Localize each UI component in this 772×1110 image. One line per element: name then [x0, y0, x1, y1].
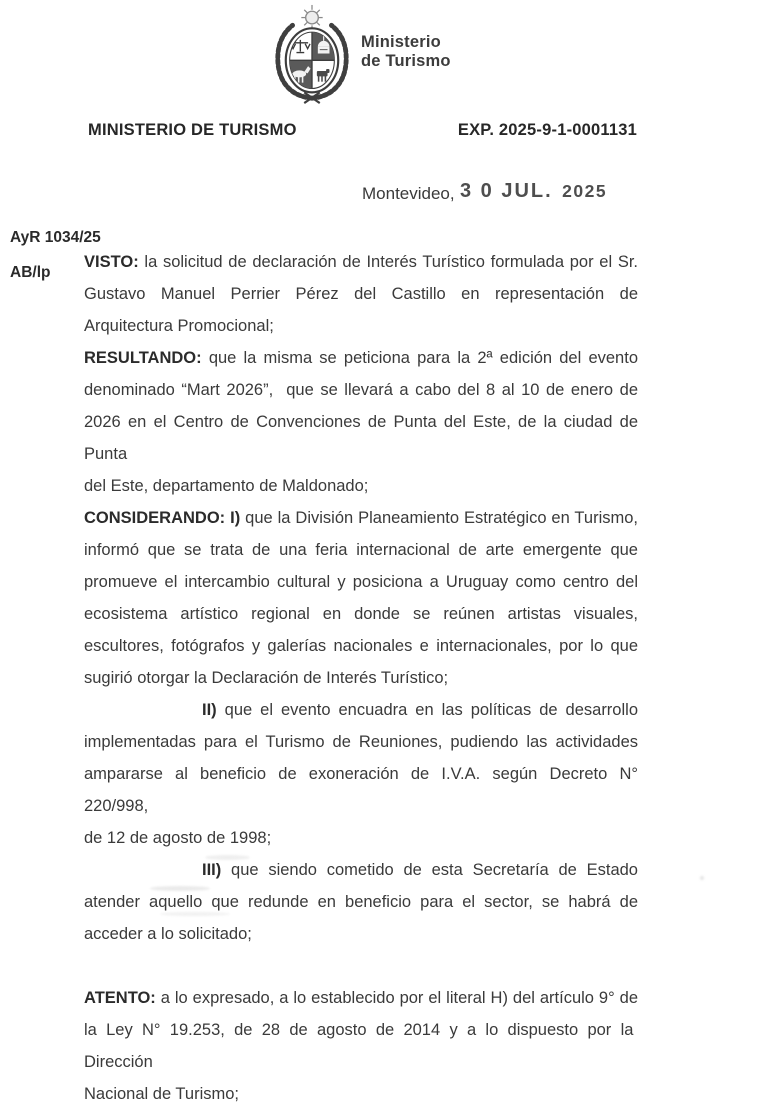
document-line [84, 662, 638, 694]
document-line-keyword: II) [202, 701, 217, 719]
document-line-text: que el evento encuadra en las políticas de desarrollo [216, 701, 638, 719]
document-line-text: que la División Planeamiento Estratégico en Turismo, [240, 509, 638, 527]
document-line [84, 822, 638, 854]
margin-initials: AB/lp [10, 264, 51, 281]
document-paragraph [84, 246, 638, 342]
document-line-text: denominado “Mart 2026”, que se llevará a cabo del 8 al 10 de enero de [84, 381, 638, 399]
document-line-text: del Este, departamento de Maldonado; [84, 477, 369, 495]
document-body [84, 246, 638, 1110]
document-line [84, 1014, 638, 1078]
scan-artifact [90, 482, 93, 485]
document-line-text: Gustavo Manuel Perrier Pérez del Castillo en representación de [84, 285, 638, 303]
document-line-text: la Ley N° 19.253, de 28 de agosto de 2014 y a lo dispuesto por la Dirección [84, 1021, 638, 1071]
document-line-text: 2026 en el Centro de Convenciones de Punta del Este, de la ciudad de Punta [84, 413, 638, 463]
ministry-logo-name [361, 33, 451, 71]
document-line [84, 758, 638, 822]
document-line-text: sugirió otorgar la Declaración de Interés Turístico; [84, 669, 449, 687]
document-line-keyword: III) [202, 861, 222, 879]
document-line [84, 470, 638, 502]
document-paragraph [84, 982, 638, 1110]
date-stamp [460, 180, 607, 203]
dateline-city: Montevideo, [362, 184, 455, 203]
document-line-text: escultores, fotógrafos y galerías nacionales e internacionales, por lo que [84, 637, 638, 655]
document-line [84, 246, 638, 278]
scan-artifact [205, 855, 250, 860]
document-line-keyword: RESULTANDO: [84, 349, 202, 367]
uruguay-coat-of-arms-icon [266, 3, 358, 105]
document-line-text: Arquitectura Promocional; [84, 317, 274, 335]
document-line [84, 534, 638, 566]
document-line [84, 406, 638, 470]
document-line [84, 1078, 638, 1110]
document-line-keyword: ATENTO: [84, 989, 156, 1007]
document-line-text: que siendo cometido de esta Secretaría de Estado [221, 861, 638, 879]
scan-artifact [700, 876, 704, 880]
document-paragraph [84, 694, 638, 854]
ministry-logo-name-line2: de Turismo [361, 52, 451, 70]
date-stamp-year: 2025 [562, 181, 608, 201]
margin-reference-number: AyR 1034/25 [10, 229, 101, 246]
document-line-text: la solicitud de declaración de Interés Turístico formulada por el Sr. [138, 253, 638, 271]
document-line-keyword: CONSIDERANDO: I) [84, 509, 241, 527]
document-line-text: acceder a lo solicitado; [84, 925, 252, 943]
document-line [84, 854, 638, 886]
document-line [84, 694, 638, 726]
document-line-text: promueve el intercambio cultural y posiciona a Uruguay como centro del [84, 573, 638, 591]
scan-artifact [150, 886, 210, 891]
document-line-text: de 12 de agosto de 1998; [84, 829, 272, 847]
document-line-text: informó que se trata de una feria internacional de arte emergente que [84, 541, 638, 559]
document-line [84, 598, 638, 630]
document-line-text: que la misma se peticiona para la 2ª edición del evento [201, 349, 638, 367]
document-paragraph [84, 342, 638, 502]
document-line [84, 726, 638, 758]
document-line-text: atender aquello que redunde en beneficio para el sector, se habrá de [84, 893, 638, 911]
document-line [84, 342, 638, 374]
document-line-keyword: VISTO: [84, 253, 139, 271]
document-line-text: Nacional de Turismo; [84, 1085, 239, 1103]
header-expediente-number: EXP. 2025-9-1-0001131 [457, 121, 637, 139]
document-paragraph [84, 502, 638, 694]
ministry-logo-name-line1: Ministerio [361, 33, 441, 51]
document-line [84, 502, 638, 534]
document-line [84, 310, 638, 342]
document-paragraph [84, 854, 638, 950]
document-line-text: implementadas para el Turismo de Reuniones, pudiendo las actividades [84, 733, 638, 751]
document-line [84, 278, 638, 310]
date-stamp-day-month: 3 0 JUL. [460, 180, 553, 202]
document-line-text: ampararse al beneficio de exoneración de I.V.A. según Decreto N° 220/998, [84, 765, 638, 815]
scan-artifact [160, 912, 230, 916]
document-line [84, 918, 638, 950]
document-line [84, 982, 638, 1014]
document-line-text: ecosistema artístico regional en donde se reúnen artistas visuales, [84, 605, 638, 623]
document-line [84, 374, 638, 406]
document-line [84, 566, 638, 598]
document-line-text: a lo expresado, a lo establecido por el literal H) del artículo 9° de [155, 989, 638, 1007]
document-line [84, 630, 638, 662]
header-ministry-title: MINISTERIO DE TURISMO [88, 121, 297, 139]
